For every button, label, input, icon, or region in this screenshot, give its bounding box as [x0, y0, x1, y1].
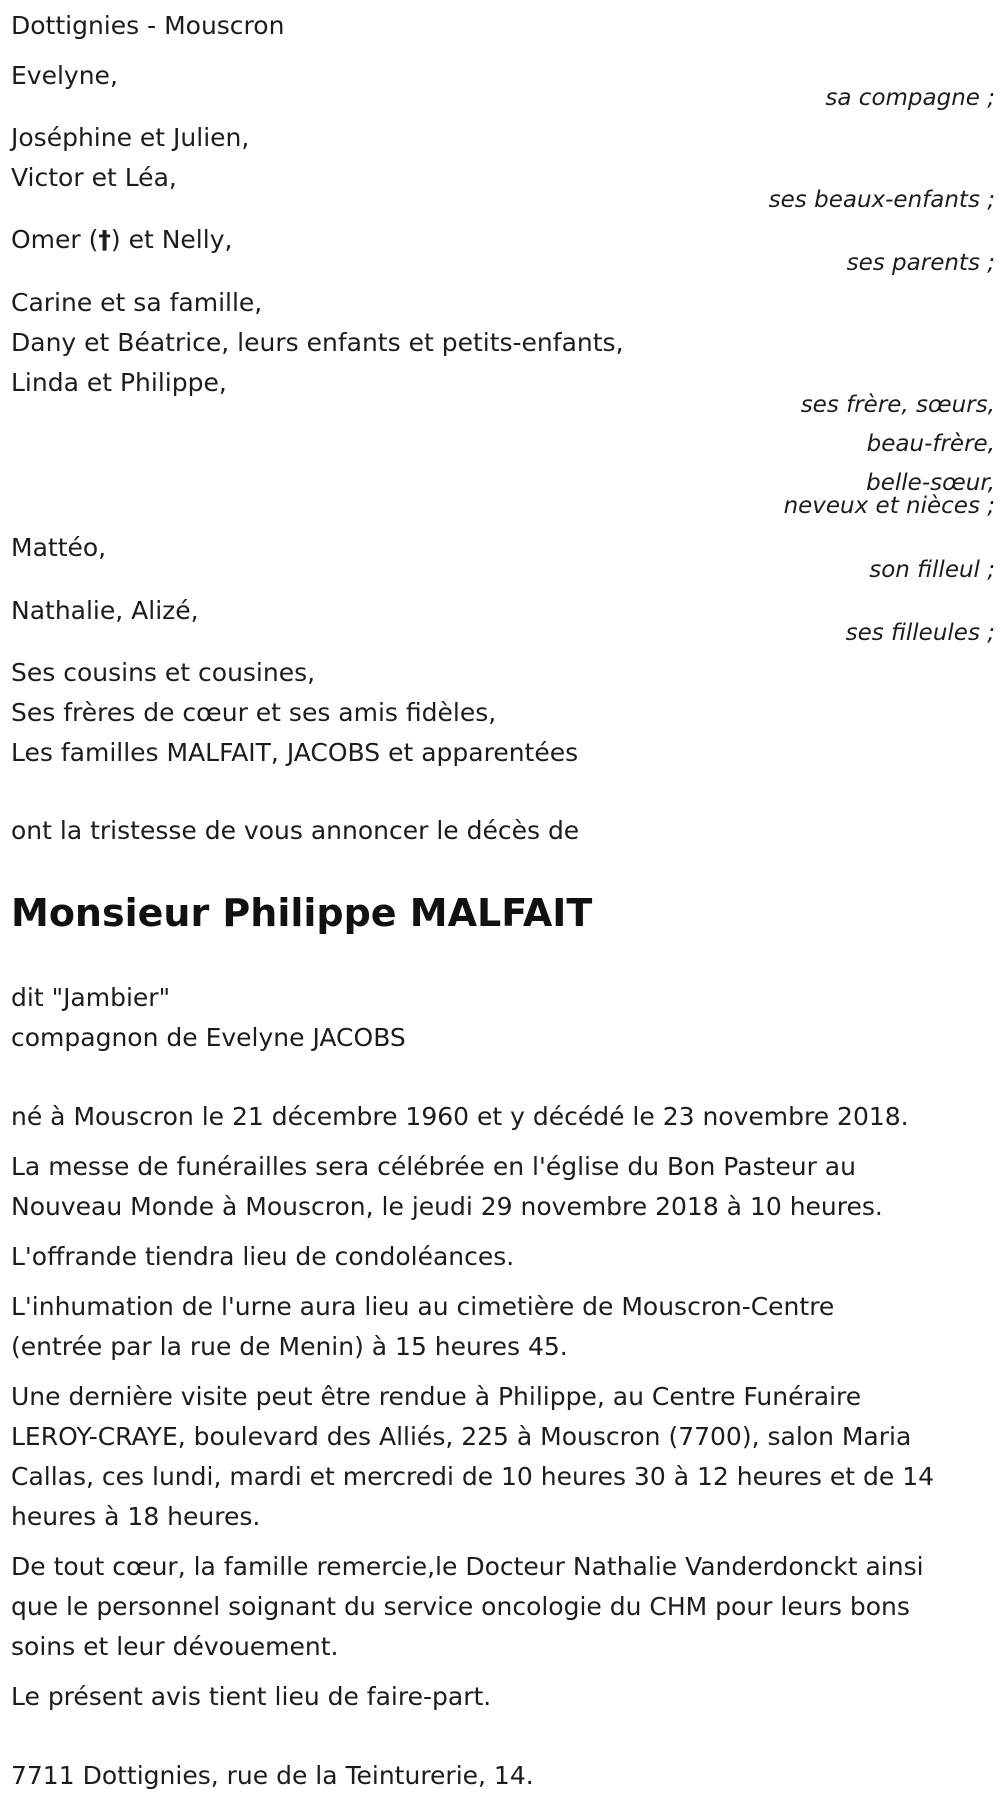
location-header: Dottignies - Mouscron: [11, 11, 285, 40]
parents-after: ) et Nelly,: [110, 225, 233, 254]
godson-role: son filleul ;: [869, 557, 995, 583]
funeral-line-2: Nouveau Monde à Mouscron, le jeudi 29 novembre 2018 à 10 heures.: [11, 1192, 883, 1221]
offering-line: L'offrande tiendra lieu de condoléances.: [11, 1242, 515, 1271]
goddaughters-names: Nathalie, Alizé,: [11, 596, 199, 625]
siblings-role-4: neveux et nièces ;: [783, 493, 995, 519]
deceased-name: Monsieur Philippe MALFAIT: [11, 891, 593, 935]
nickname: dit "Jambier": [11, 983, 171, 1012]
parents-before: Omer (: [11, 225, 99, 254]
others-line-1: Ses cousins et cousines,: [11, 658, 316, 687]
companion-of: compagnon de Evelyne JACOBS: [11, 1023, 406, 1052]
others-line-2: Ses frères de cœur et ses amis fidèles,: [11, 698, 497, 727]
parents-line: [11, 220, 232, 260]
thanks-line-3: soins et leur dévouement.: [11, 1632, 339, 1661]
stepchildren-line-2: Victor et Léa,: [11, 163, 177, 192]
thanks-line-1: De tout cœur, la famille remercie,le Docteur Nathalie Vanderdonckt ainsi: [11, 1552, 924, 1581]
burial-line-1: L'inhumation de l'urne aura lieu au cimetière de Mouscron-Centre: [11, 1292, 835, 1321]
siblings-line-1: Carine et sa famille,: [11, 288, 263, 317]
siblings-line-2: Dany et Béatrice, leurs enfants et petits-enfants,: [11, 328, 624, 357]
address-line: 7711 Dottignies, rue de la Teinturerie, 14.: [11, 1761, 534, 1790]
cross-icon: †: [98, 225, 111, 254]
funeral-line-1: La messe de funérailles sera célébrée en l'église du Bon Pasteur au: [11, 1152, 856, 1181]
godson-name: Mattéo,: [11, 533, 107, 562]
others-line-3: Les familles MALFAIT, JACOBS et apparentées: [11, 738, 579, 767]
visit-line-4: heures à 18 heures.: [11, 1502, 261, 1531]
siblings-role-1: ses frère, sœurs,: [800, 392, 995, 418]
parents-role: ses parents ;: [846, 250, 995, 276]
visit-line-3: Callas, ces lundi, mardi et mercredi de 10 heures 30 à 12 heures et de 14: [11, 1462, 935, 1491]
siblings-role-2: beau-frère,: [866, 431, 995, 457]
visit-line-1: Une dernière visite peut être rendue à Philippe, au Centre Funéraire: [11, 1382, 862, 1411]
siblings-line-3: Linda et Philippe,: [11, 368, 227, 397]
burial-line-2: (entrée par la rue de Menin) à 15 heures 45.: [11, 1332, 568, 1361]
notice-line: Le présent avis tient lieu de faire-part.: [11, 1682, 492, 1711]
stepchildren-role: ses beaux-enfants ;: [768, 187, 995, 213]
companion-name: Evelyne,: [11, 61, 118, 90]
stepchildren-line-1: Joséphine et Julien,: [11, 123, 250, 152]
goddaughters-role: ses filleules ;: [845, 620, 995, 646]
thanks-line-2: que le personnel soignant du service oncologie du CHM pour leurs bons: [11, 1592, 910, 1621]
announcement-intro: ont la tristesse de vous annoncer le décès de: [11, 816, 580, 845]
companion-role: sa compagne ;: [825, 85, 995, 111]
birth-death-line: né à Mouscron le 21 décembre 1960 et y décédé le 23 novembre 2018.: [11, 1102, 909, 1131]
visit-line-2: LEROY-CRAYE, boulevard des Alliés, 225 à Mouscron (7700), salon Maria: [11, 1422, 912, 1451]
siblings-role-3: belle-sœur,: [866, 470, 995, 496]
